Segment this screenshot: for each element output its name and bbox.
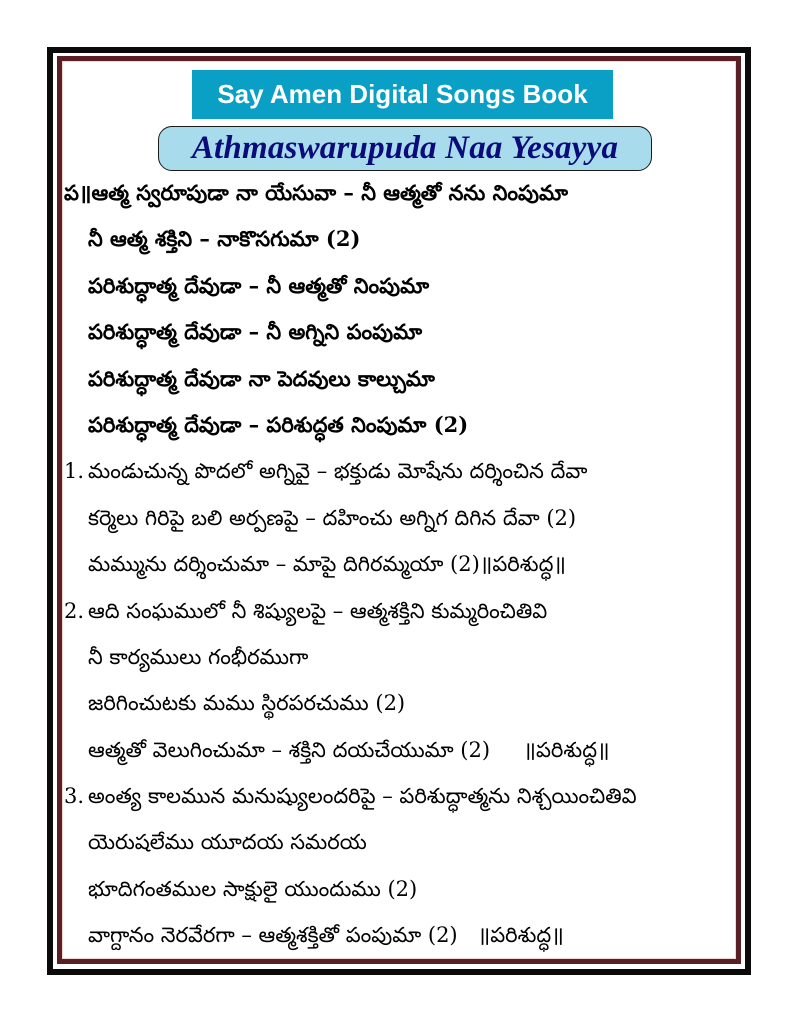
lyric-text: వాగ్దానం నెరవేరగా – ఆత్మశక్తితో పంపుమా (2) ॥పరిశుద్ధ॥	[88, 923, 564, 948]
chorus-line	[64, 356, 734, 402]
lyric-text: మమ్మును దర్శించుమా – మాపై దిగిరమ్మయా (2)॥పరిశుద్ధ॥	[88, 552, 566, 577]
verse-1-line	[64, 448, 734, 494]
chorus-line	[64, 402, 734, 448]
lyric-text: నీ కార్యములు గంభీరముగా	[88, 644, 309, 669]
verse-number: 3.	[64, 784, 85, 809]
verse-number: 1.	[64, 459, 85, 484]
lyric-text: జరిగించుటకు మము స్థిరపరచుము (2)	[88, 691, 406, 716]
verse-2-line	[64, 588, 734, 634]
song-title: Athmaswarupuda Naa Yesayya	[191, 130, 619, 166]
lyric-text: పరిశుద్ధాత్మ దేవుడా – నీ ఆత్మతో నింపుమా	[88, 272, 430, 298]
lyric-text: కర్మెలు గిరిపై బలి అర్పణపై – దహించు అగ్నిగ దిగిన దేవా (2)	[88, 505, 577, 530]
lyric-text: భూదిగంతముల సాక్షులై యుందుము (2)	[88, 876, 418, 901]
verse-3-line	[64, 773, 734, 819]
lyric-text: మండుచున్న పొదలో అగ్నివై – భక్తుడు మోషేను దర్శించిన దేవా	[88, 459, 588, 484]
brand-title: Say Amen Digital Songs Book	[217, 79, 588, 109]
brand-banner	[192, 70, 613, 119]
lyrics-body	[64, 170, 734, 959]
verse-1-line	[64, 541, 734, 587]
verse-3-line	[64, 912, 734, 958]
lyric-text: పరిశుద్ధాత్మ దేవుడా నా పెదవులు కాల్చుమా	[88, 365, 435, 391]
lyric-text: అంత్య కాలమున మనుష్యులందరిపై – పరిశుద్ధాత్మను నిశ్చయించితివి	[88, 784, 637, 809]
chorus-line	[64, 170, 734, 216]
lyric-text: యెరుషలేము యూదయ సమరయ	[88, 830, 367, 855]
chorus-line	[64, 216, 734, 262]
lyric-text: పరిశుద్ధాత్మ దేవుడా – పరిశుద్ధత నింపుమా (2)	[88, 411, 469, 437]
verse-2-line	[64, 680, 734, 726]
chorus-line	[64, 309, 734, 355]
lyric-text: ఆత్మతో వెలుగించుమా – శక్తిని దయచేయుమా (2) ॥పరిశుద్ధ॥	[88, 737, 610, 762]
verse-3-line	[64, 866, 734, 912]
verse-number: 2.	[64, 598, 85, 623]
verse-1-line	[64, 495, 734, 541]
verse-3-line	[64, 819, 734, 865]
song-title-banner	[158, 126, 652, 171]
lyric-text: ఆత్మ స్వరూపుడా నా యేసువా – నీ ఆత్మతో నను నింపుమా	[91, 180, 568, 205]
verse-2-line	[64, 727, 734, 773]
lyric-text: పరిశుద్ధాత్మ దేవుడా – నీ అగ్నిని పంపుమా	[88, 319, 423, 345]
chorus-line	[64, 263, 734, 309]
chorus-marker: ప॥	[64, 180, 92, 205]
lyric-text: ఆది సంఘములో నీ శిష్యులపై – ఆత్మశక్తిని కుమ్మరించితివి	[88, 598, 548, 623]
lyric-text: నీ ఆత్మ శక్తిని – నాకొసగుమా (2)	[88, 226, 361, 252]
verse-2-line	[64, 634, 734, 680]
